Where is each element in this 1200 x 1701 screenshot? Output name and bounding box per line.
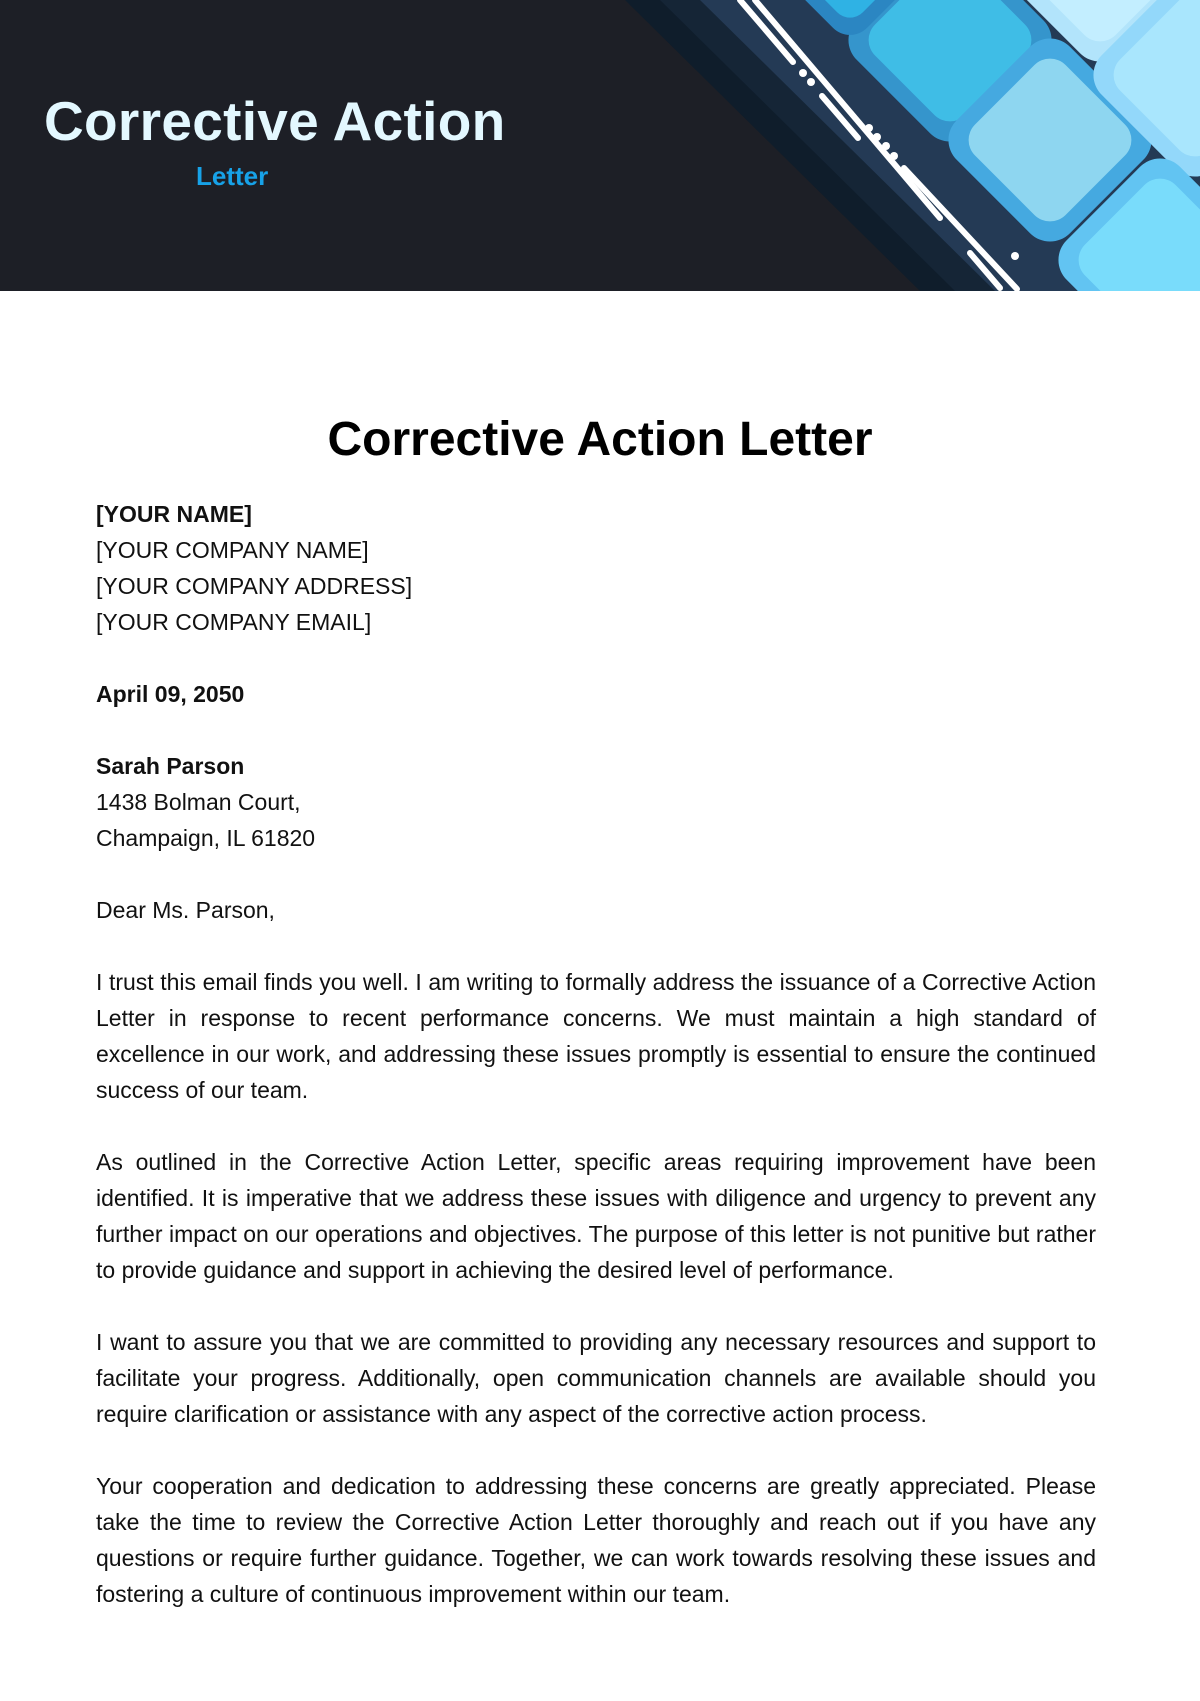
body-paragraph: I trust this email finds you well. I am writing to formally address the issuance of a Corrective Action Letter in response to recent performance concerns. We must maintain a high standard of excellence in our work, and addressing these issues promptly is essential to ensure the continued success of our team.	[96, 969, 1096, 1103]
body-paragraph: I want to assure you that we are committed to providing any necessary resources and support to facilitate your progress. Additionally, open communication channels are available should you require clarification or assistance with any aspect of the corrective action process.	[96, 1329, 1096, 1427]
document-title: Corrective Action Letter	[327, 413, 873, 466]
body-paragraph: As outlined in the Corrective Action Letter, specific areas requiring improvement have been identified. It is imperative that we address these issues with diligence and urgency to prevent any further impact on our operations and objectives. The purpose of this letter is not punitive but rather to provide guidance and support in achieving the desired level of performance.	[96, 1149, 1096, 1283]
recipient-street: 1438 Bolman Court,	[96, 789, 301, 815]
banner-title: Corrective Action	[44, 90, 506, 152]
sender-block	[96, 496, 1096, 640]
sender-name: [YOUR NAME]	[96, 501, 252, 527]
body-paragraph: Your cooperation and dedication to addressing these concerns are greatly appreciated. Please take the time to review the Corrective Action Letter thoroughly and reach out if you have any questions or require further guidance. Together, we can work towards resolving these issues and fostering a culture of continuous improvement within our team.	[96, 1473, 1096, 1607]
header-banner	[0, 0, 1200, 291]
recipient-name: Sarah Parson	[96, 753, 245, 779]
salutation: Dear Ms. Parson,	[96, 897, 275, 923]
letter-body	[96, 496, 1096, 1648]
sender-address: [YOUR COMPANY ADDRESS]	[96, 573, 413, 599]
letter-date: April 09, 2050	[96, 681, 245, 707]
sender-company: [YOUR COMPANY NAME]	[96, 537, 369, 563]
recipient-block	[96, 748, 1096, 856]
recipient-city: Champaign, IL 61820	[96, 825, 316, 851]
banner-subtitle: Letter	[196, 161, 269, 191]
sender-email: [YOUR COMPANY EMAIL]	[96, 609, 372, 635]
